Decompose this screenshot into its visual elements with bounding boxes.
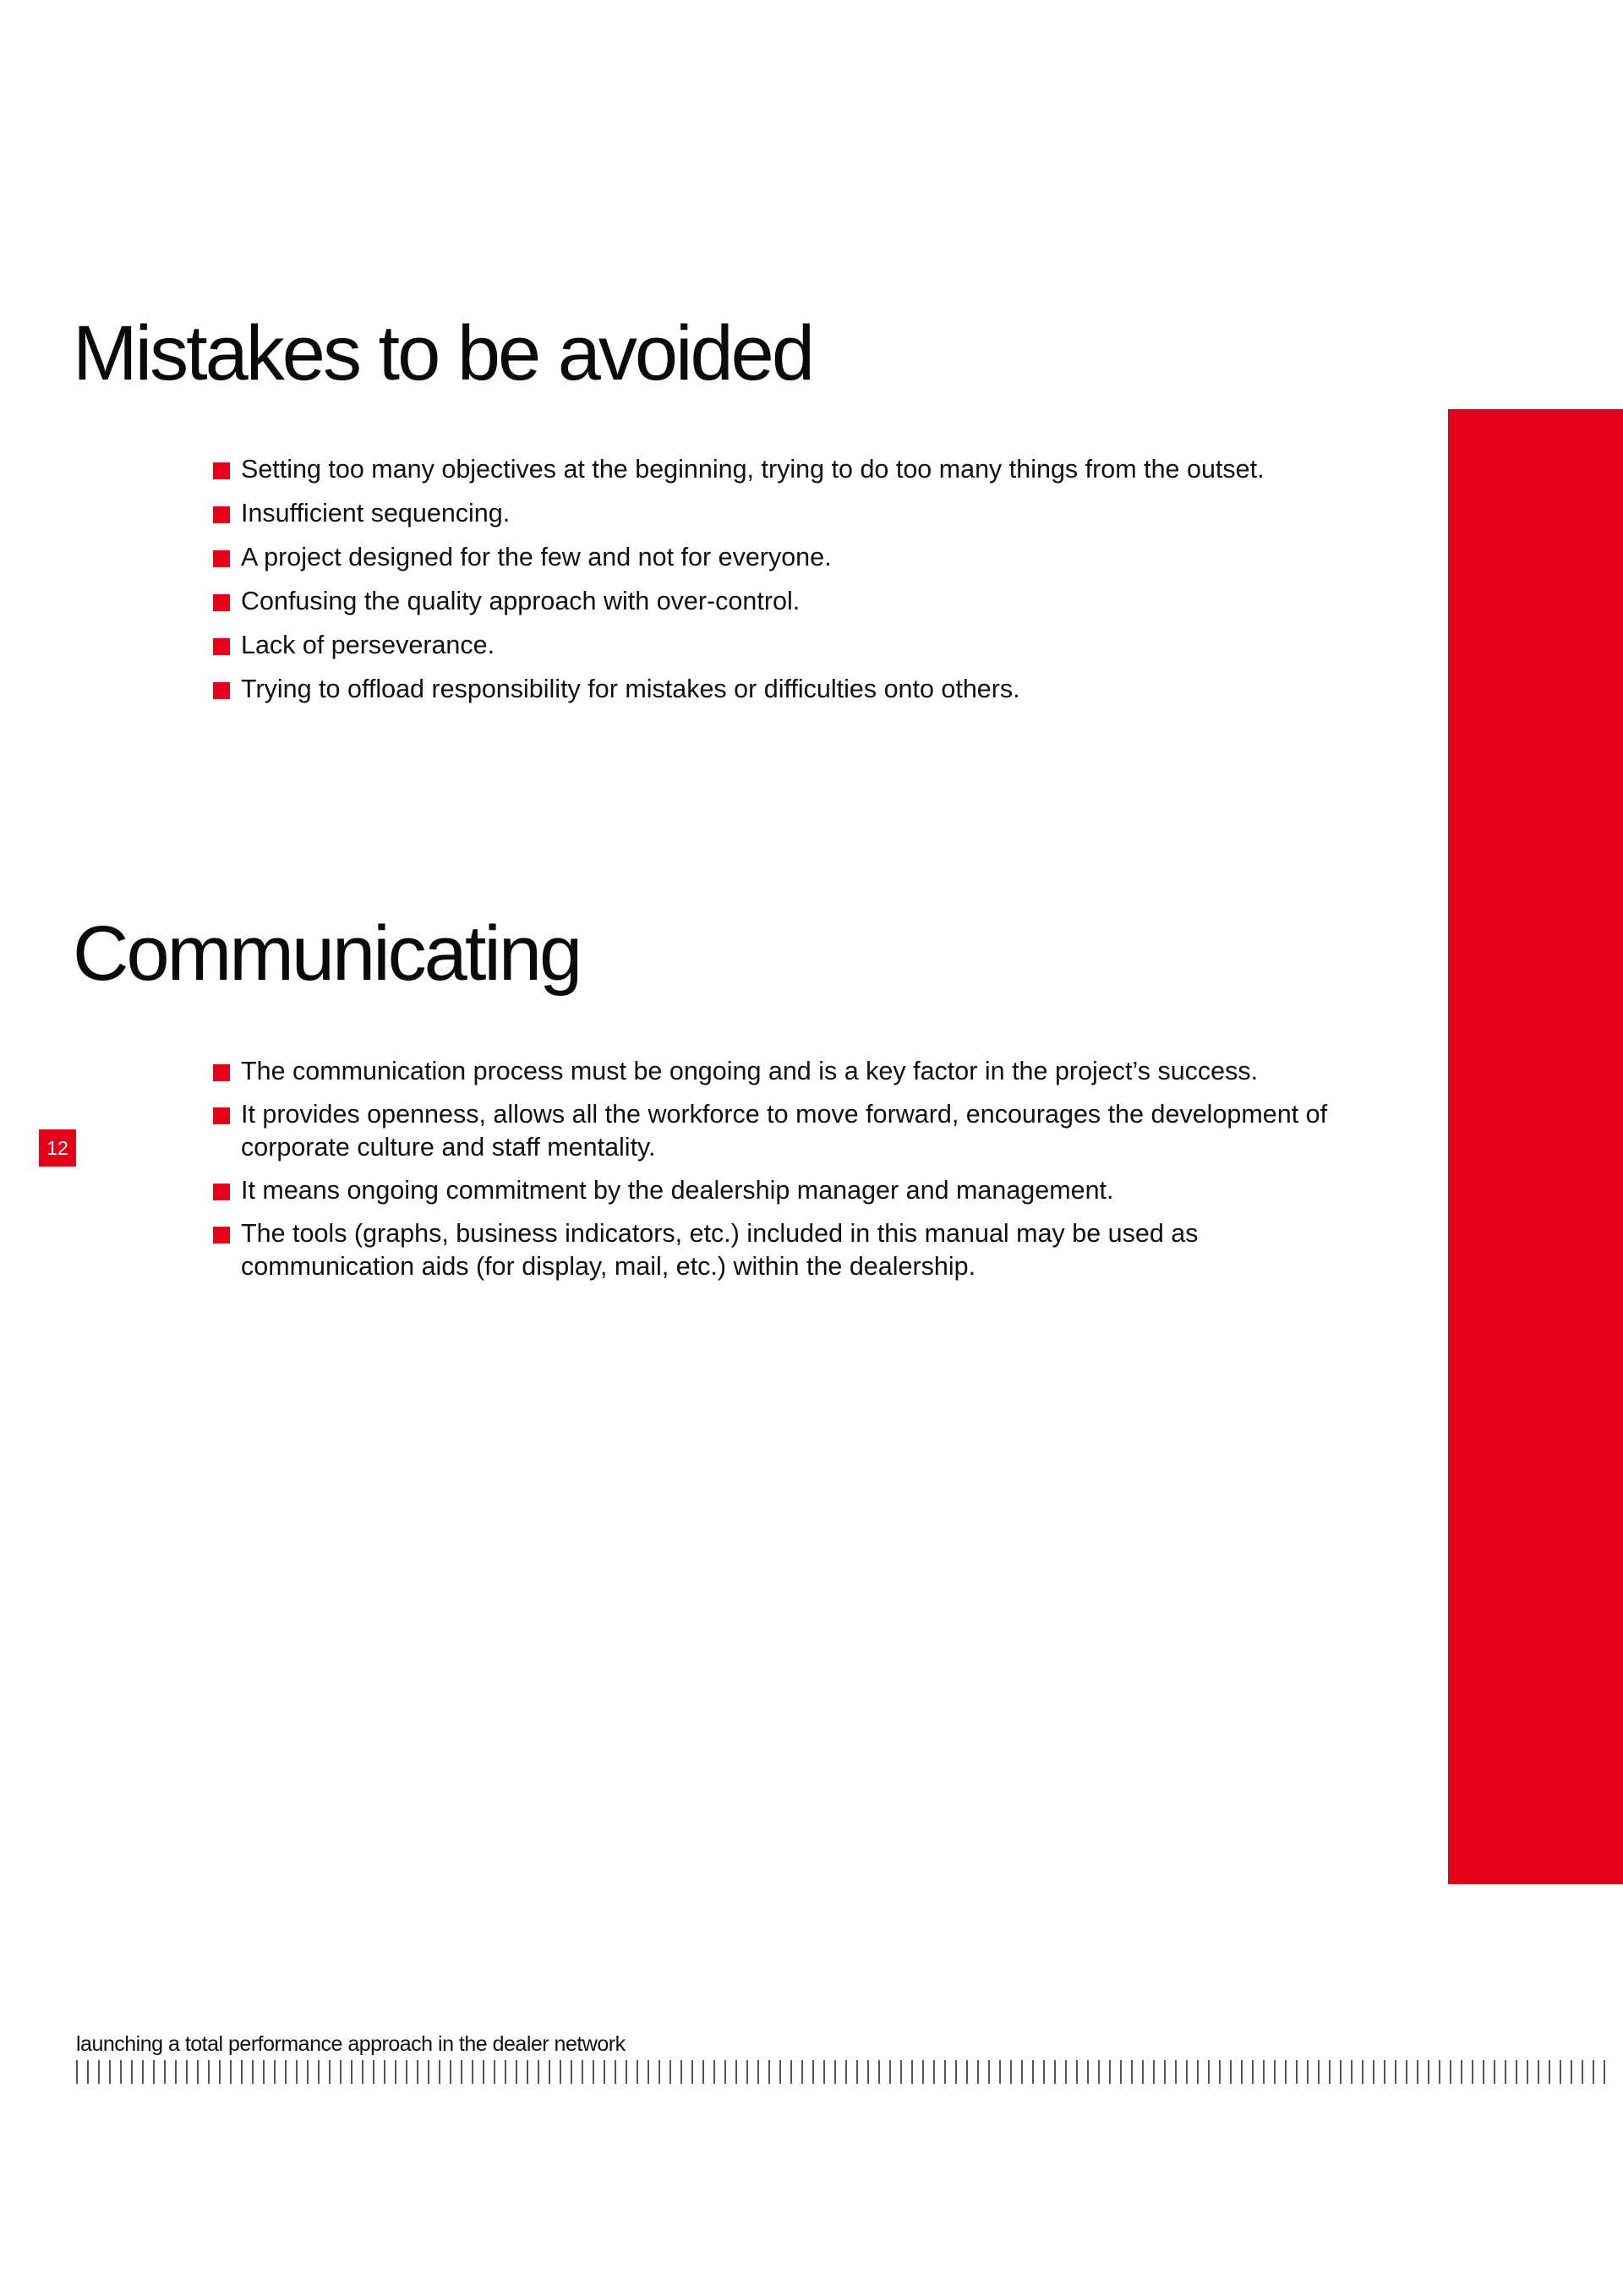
list-item (213, 673, 1413, 706)
section-title-mistakes: Mistakes to be avoided (73, 310, 812, 396)
list-item-text: Setting too many objectives at the beginning, trying to do too many things from the outset. (241, 455, 1265, 484)
red-square-bullet-icon (213, 1227, 230, 1244)
list-item-text: Confusing the quality approach with over-control. (241, 587, 801, 615)
red-side-bar (1448, 409, 1623, 1884)
section-title-communicating: Communicating (73, 910, 581, 997)
red-square-bullet-icon (213, 462, 230, 479)
footer-title: launching a total performance approach in the dealer network (76, 2032, 626, 2056)
list-item (213, 453, 1413, 486)
red-square-bullet-icon (213, 506, 230, 523)
list-item (213, 585, 1413, 618)
page-number-badge: 12 (39, 1129, 76, 1167)
red-square-bullet-icon (213, 594, 230, 611)
red-square-bullet-icon (213, 682, 230, 699)
list-item (213, 1174, 1413, 1207)
list-item (213, 1217, 1238, 1283)
list-item (213, 1098, 1424, 1164)
list-item-text: Trying to offload responsibility for mistakes or difficulties onto others. (241, 675, 1020, 703)
list-item (213, 541, 1413, 574)
list-item-text: The communication process must be ongoing and is a key factor in the project’s success. (241, 1057, 1259, 1085)
communicating-bullet-list (213, 1055, 1413, 1293)
list-item-text: It provides openness, allows all the workforce to move forward, encourages the development of corporate culture and staff mentality. (241, 1100, 1328, 1162)
red-square-bullet-icon (213, 1107, 230, 1124)
list-item-text: Lack of perseverance. (241, 631, 495, 659)
footer-tick-ruler (76, 2060, 1615, 2084)
list-item-text: Insufficient sequencing. (241, 499, 511, 528)
list-item (213, 629, 1413, 662)
list-item-text: It means ongoing commitment by the dealership manager and management. (241, 1176, 1114, 1205)
red-square-bullet-icon (213, 1184, 230, 1200)
red-square-bullet-icon (213, 1064, 230, 1081)
list-item (213, 1055, 1413, 1088)
red-square-bullet-icon (213, 550, 230, 567)
list-item-text: The tools (graphs, business indicators, etc.) included in this manual may be used as communication aids (for display, mail, etc.) within the dealership. (241, 1219, 1199, 1281)
list-item-text: A project designed for the few and not for everyone. (241, 543, 832, 571)
list-item (213, 497, 1413, 530)
mistakes-bullet-list (213, 453, 1413, 717)
red-square-bullet-icon (213, 638, 230, 655)
